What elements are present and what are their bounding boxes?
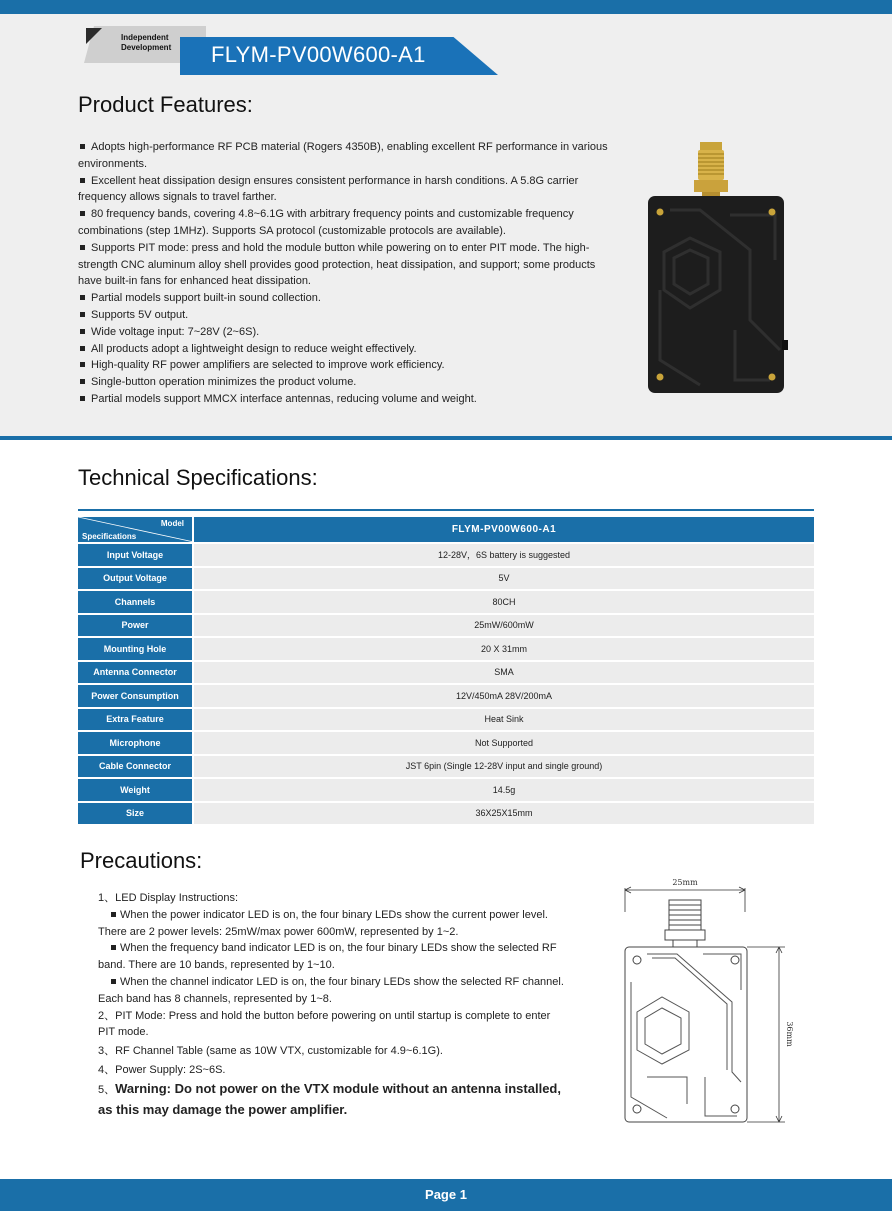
bullet-icon [80, 178, 85, 183]
bullet-icon [80, 245, 85, 250]
warning-text: Warning: Do not power on the VTX module without an antenna installed, as this may damage the power amplifier. [98, 1080, 561, 1117]
table-row [78, 709, 814, 731]
feature-item [78, 374, 608, 391]
precautions-heading: Precautions: [80, 848, 203, 873]
spec-label: Channels [78, 591, 194, 613]
feature-text: Excellent heat dissipation design ensures consistent performance in harsh conditions. A 5.8G carrier frequency allows signals to travel farther. [78, 174, 579, 204]
section-divider [0, 436, 892, 440]
bullet-icon [80, 144, 85, 149]
table-row [78, 568, 814, 590]
bullet-icon [80, 362, 85, 367]
feature-item [78, 290, 608, 307]
spec-table [78, 515, 814, 826]
spec-label: Cable Connector [78, 756, 194, 778]
feature-item [78, 391, 608, 408]
precaution-subitem-text: When the power indicator LED is on, the four binary LEDs show the current power level. There are 2 power levels: 25mW/max power 600mW, represented by 1~2. [98, 908, 548, 938]
bullet-icon [80, 346, 85, 351]
table-row [78, 638, 814, 660]
feature-text: 80 frequency bands, covering 4.8~6.1G with arbitrary frequency points and customizable frequency combinations (step 1MHz). Supports SA protocol (customizable protocols are available). [78, 208, 574, 237]
precaution-item: 2、PIT Mode: Press and hold the button before powering on until startup is complete to enter PIT mode. [98, 1009, 551, 1039]
feature-text: Supports PIT mode: press and hold the module button while powering on to enter PIT mode. The high-strength CNC aluminum alloy shell provides good protection, heat dissipation, and support; some products have built-in fans for enhanced heat dissipation. [78, 241, 596, 288]
spec-value: 25mW/600mW [194, 615, 814, 637]
dimension-drawing [607, 872, 807, 1124]
precautions-list [98, 890, 568, 1120]
feature-text: High-quality RF power amplifiers are selected to improve work efficiency. [91, 359, 445, 372]
feature-text: All products adopt a lightweight design to reduce weight effectively. [91, 342, 417, 355]
top-accent-bar [0, 0, 892, 14]
table-row [78, 803, 814, 825]
features-list [78, 139, 608, 408]
spec-value: Heat Sink [194, 709, 814, 731]
spec-label: Input Voltage [78, 544, 194, 566]
feature-item [78, 240, 608, 290]
bullet-icon [111, 979, 116, 984]
bullet-icon [80, 396, 85, 401]
precaution-subitem [98, 940, 568, 974]
spec-value: 20 X 31mm [194, 638, 814, 660]
table-row [78, 685, 814, 707]
precaution-subitem-text: When the channel indicator LED is on, the four binary LEDs show the selected RF channel. Each band has 8 channels, represented by 1~8. [98, 975, 564, 1005]
header-model-label: Model [160, 519, 184, 528]
spec-value: 5V [194, 568, 814, 590]
bullet-icon [80, 312, 85, 317]
precaution-item: 1、LED Display Instructions: [98, 892, 238, 904]
spec-label: Extra Feature [78, 709, 194, 731]
feature-item [78, 307, 608, 324]
spec-label: Output Voltage [78, 568, 194, 590]
feature-text: Single-button operation minimizes the product volume. [91, 376, 357, 389]
feature-text: Wide voltage input: 7~28V (2~6S). [91, 325, 260, 338]
bullet-icon [80, 379, 85, 384]
spec-value: SMA [194, 662, 814, 684]
table-top-rule [78, 509, 814, 511]
precaution-subitem-text: When the frequency band indicator LED is on, the four binary LEDs show the selected RF band. There are 10 bands, represented by 1~10. [98, 942, 557, 972]
bullet-icon [80, 329, 85, 334]
bullet-icon [80, 295, 85, 300]
spec-value: JST 6pin (Single 12-28V input and single ground) [194, 756, 814, 778]
feature-item [78, 139, 608, 173]
feature-item [78, 206, 608, 240]
warning-number: 5、 [98, 1083, 116, 1096]
spec-value: 36X25X15mm [194, 803, 814, 825]
model-title: FLYM-PV00W600-A1 [211, 42, 426, 67]
bullet-icon [111, 912, 116, 917]
feature-item [78, 341, 608, 358]
feature-item [78, 324, 608, 341]
feature-text: Partial models support built-in sound collection. [91, 292, 321, 305]
precaution-item: 4、Power Supply: 2S~6S. [98, 1063, 226, 1076]
spec-label: Mounting Hole [78, 638, 194, 660]
table-row [78, 756, 814, 778]
spec-label: Power Consumption [78, 685, 194, 707]
spec-label: Size [78, 803, 194, 825]
spec-value: 12-28V，6S battery is suggested [194, 544, 814, 566]
features-heading: Product Features: [78, 92, 253, 117]
header-spec-label: Specifications [82, 532, 137, 541]
height-dimension-label: 36mm [785, 1021, 794, 1047]
bullet-icon [111, 945, 116, 950]
precaution-item: 3、RF Channel Table (same as 10W VTX, customizable for 4.9~6.1G). [98, 1045, 443, 1058]
spec-label: Antenna Connector [78, 662, 194, 684]
table-row [78, 544, 814, 566]
feature-item [78, 173, 608, 207]
precaution-warning [98, 1079, 568, 1120]
feature-text: Partial models support MMCX interface antennas, reducing volume and weight. [91, 392, 477, 405]
header-model-value: FLYM-PV00W600-A1 [194, 517, 814, 542]
table-row [78, 779, 814, 801]
feature-text: Supports 5V output. [91, 308, 189, 321]
banner-corner [86, 28, 102, 44]
precaution-subitem [98, 974, 568, 1008]
width-dimension-label: 25mm [672, 878, 698, 887]
table-header-row [78, 517, 814, 542]
spec-label: Power [78, 615, 194, 637]
feature-item [78, 357, 608, 374]
table-row [78, 662, 814, 684]
table-row [78, 732, 814, 754]
spec-label: Microphone [78, 732, 194, 754]
spec-value: 80CH [194, 591, 814, 613]
table-row [78, 615, 814, 637]
feature-text: Adopts high-performance RF PCB material (Rogers 4350B), enabling excellent RF performance in various environments. [78, 141, 608, 170]
spec-value: Not Supported [194, 732, 814, 754]
banner-tag: Independent Development [121, 33, 172, 52]
product-photo [640, 140, 792, 395]
bullet-icon [80, 211, 85, 216]
precaution-subitem [98, 907, 568, 941]
spec-value: 14.5g [194, 779, 814, 801]
specs-heading: Technical Specifications: [78, 465, 318, 490]
spec-value: 12V/450mA 28V/200mA [194, 685, 814, 707]
page-footer: Page 1 [0, 1179, 892, 1211]
table-row [78, 591, 814, 613]
header-corner-cell [78, 517, 194, 542]
spec-label: Weight [78, 779, 194, 801]
